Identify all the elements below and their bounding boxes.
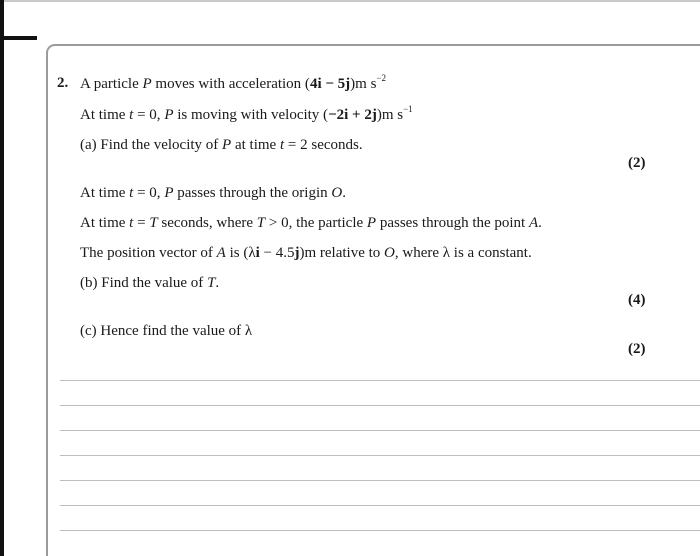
question-line-position-vector: The position vector of A is (λi − 4.5j)m relative to O, where λ is a constant.	[80, 245, 532, 261]
answer-line[interactable]	[60, 430, 700, 431]
answer-line[interactable]	[60, 380, 700, 381]
part-c-text: (c) Hence find the value of λ	[80, 323, 253, 339]
question-number: 2.	[57, 75, 69, 91]
part-c-marks: (2)	[628, 341, 646, 357]
left-margin-border	[0, 0, 4, 556]
answer-line[interactable]	[60, 405, 700, 406]
question-line-acceleration: A particle P moves with acceleration (4i − 5j)m $s^{-2}$	[80, 73, 386, 92]
answer-line[interactable]	[60, 530, 700, 531]
part-a-marks: (2)	[628, 155, 646, 171]
answer-line[interactable]	[60, 480, 700, 481]
top-rule	[0, 0, 700, 2]
answer-line[interactable]	[60, 505, 700, 506]
part-a-text: (a) Find the velocity of P at time t = 2 seconds.	[80, 137, 363, 153]
margin-tick	[0, 36, 37, 40]
question-line-velocity: At time t = 0, P is moving with velocity (−2i + 2j)m $s^{-1}$	[80, 104, 413, 123]
part-b-marks: (4)	[628, 292, 646, 308]
answer-line[interactable]	[60, 455, 700, 456]
question-line-origin: At time t = 0, P passes through the origin O.	[80, 185, 346, 201]
part-b-text: (b) Find the value of T.	[80, 275, 220, 291]
question-line-time-T: At time t = T seconds, where T > 0, the particle P passes through the point A.	[80, 215, 542, 231]
